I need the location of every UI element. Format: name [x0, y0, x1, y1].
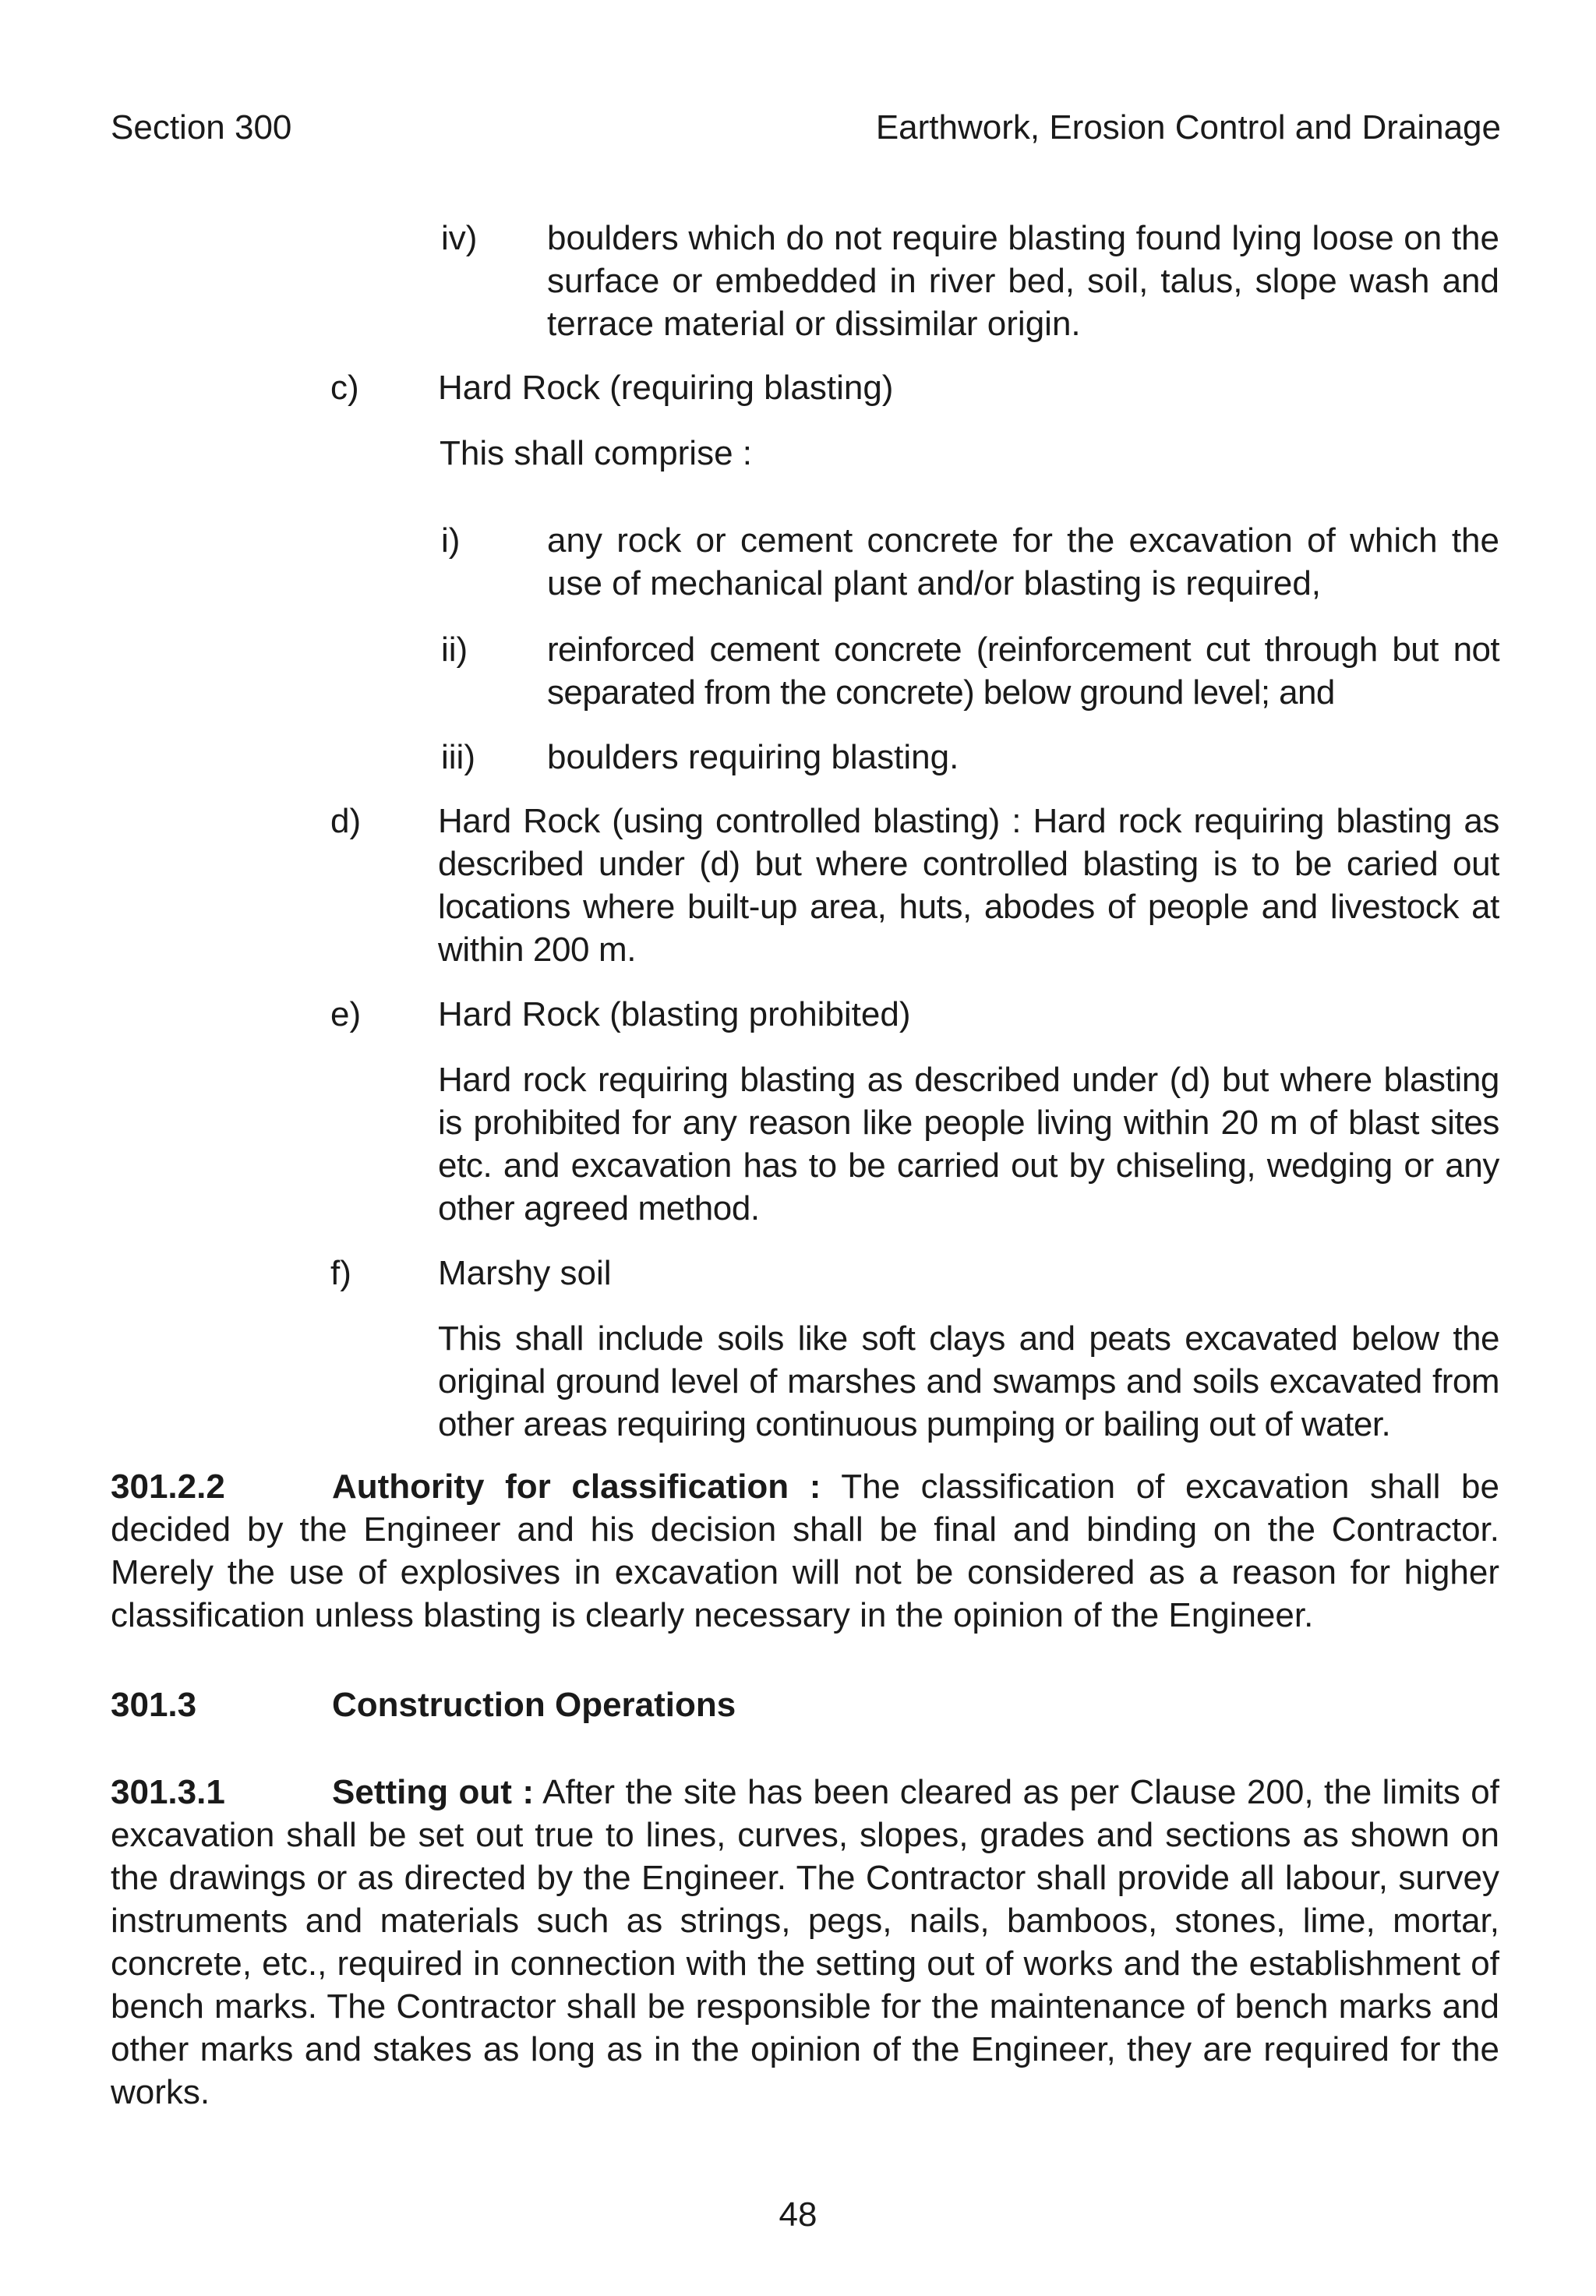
clause-text: After the site has been cleared as per Clause 200, the limits of excavation shall be set out true to lines, curves, slopes, grades and sections as shown on the drawings or as directed by the Engineer. The Contractor shall provide all labour, survey instruments and materials such as strings, pegs, nails, bamboos, stones, lime, mortar, concrete, etc., required in connection with the setting out of works and the establishment of bench marks. The Contractor shall be responsible for the maintenance of bench marks and other marks and stakes as long as in the opinion of the Engineer, they are required for the works.	[111, 1773, 1499, 2111]
item-c-i-text: any rock or cement concrete for the excavation of which the use of mechanical plant and/or blasting is required,	[547, 521, 1499, 602]
item-c-ii-marker: ii)	[441, 631, 468, 669]
item-c-ii-text: reinforced cement concrete (reinforcement cut through but not separated from the concrete) below ground level; and	[547, 631, 1499, 712]
item-e-marker: e)	[330, 995, 362, 1033]
clause-301-2-2	[111, 1465, 1499, 1637]
item-iv-marker: iv)	[441, 219, 478, 257]
item-e-heading: Hard Rock (blasting prohibited)	[438, 995, 911, 1033]
item-iv-text: boulders which do not require blasting found lying loose on the surface or embedded in river bed, soil, talus, slope wash and terrace material or dissimilar origin.	[547, 219, 1499, 343]
clause-number: 301.3.1	[111, 1773, 225, 1811]
item-f-heading: Marshy soil	[438, 1254, 612, 1292]
clause-number: 301.2.2	[111, 1468, 225, 1506]
section-number: 301.3	[111, 1686, 197, 1724]
item-e-text: Hard rock requiring blasting as described under (d) but where blasting is prohibited for any reason like people living within 20 m of blast sites etc. and excavation has to be carried out by chiseling, wedging or any other agreed method.	[438, 1061, 1499, 1227]
header-section: Section 300	[111, 108, 292, 147]
item-c-heading: Hard Rock (requiring blasting)	[438, 369, 894, 407]
section-title: Construction Operations	[332, 1686, 736, 1724]
item-c-iii-text: boulders requiring blasting.	[547, 738, 959, 776]
item-d-text: Hard Rock (using controlled blasting) : Hard rock requiring blasting as described under (d) but where controlled blasting is to be caried out locations where built-up area, huts, abodes of people and livestock at within 200 m.	[438, 802, 1499, 969]
clause-301-3-1	[111, 1771, 1499, 2114]
header-title: Earthwork, Erosion Control and Drainage	[875, 108, 1501, 147]
item-c-marker: c)	[330, 369, 359, 407]
clause-title: Authority for classification :	[332, 1468, 821, 1506]
item-f-marker: f)	[330, 1254, 351, 1292]
clause-title: Setting out :	[332, 1773, 535, 1811]
item-f-text: This shall include soils like soft clays and peats excavated below the original ground level of marshes and swamps and soils excavated from other areas requiring continuous pumping or bailing out of water.	[438, 1319, 1499, 1443]
page-number: 48	[779, 2195, 817, 2234]
item-c-intro: This shall comprise :	[440, 434, 753, 472]
item-c-i-marker: i)	[441, 521, 461, 560]
item-c-iii-marker: iii)	[441, 738, 475, 776]
item-d-marker: d)	[330, 802, 362, 840]
clause-text: The classification of excavation shall be decided by the Engineer and his decision shall be final and binding on the Contractor. Merely the use of explosives in excavation will not be considered as a reason for higher classification unless blasting is clearly necessary in the opinion of the Engineer.	[111, 1468, 1499, 1634]
